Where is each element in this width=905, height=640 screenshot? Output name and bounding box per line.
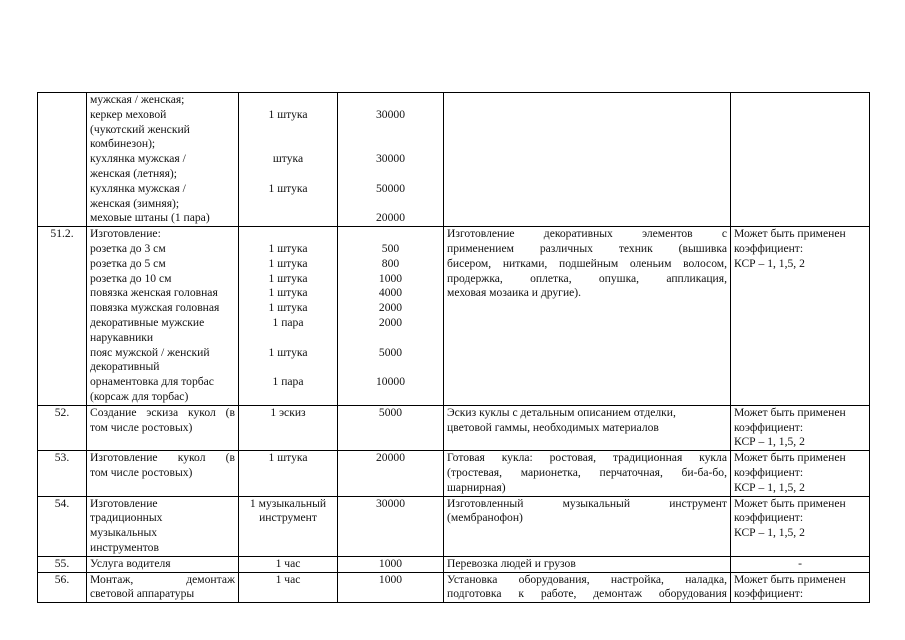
cell-line: Готовая кукла: ростовая, традиционная кукла	[447, 451, 727, 465]
cell-line: том числе ростовых)	[90, 465, 193, 479]
cell-line: 1 штука	[268, 286, 308, 300]
cell-line: КСР – 1, 1,5, 2	[734, 526, 805, 540]
cell-line: 55.	[54, 556, 70, 570]
cell-line: керкер меховой	[90, 107, 167, 121]
description-cell	[444, 451, 731, 496]
cell-line: (тростевая, марионетка, перчаточная, би-ба-бо,	[447, 465, 727, 479]
cell-line: розетка до 5 см	[90, 256, 166, 270]
cell-line: шарнирная)	[447, 480, 506, 494]
coefficient-cell	[731, 556, 870, 572]
cell-line: женская (летняя);	[90, 166, 177, 180]
table-row	[38, 405, 870, 450]
cell-line: комбинезон);	[90, 137, 156, 151]
cell-line: 1000	[378, 572, 403, 586]
cell-line: 1 пара	[272, 375, 304, 389]
cell-line	[341, 167, 440, 182]
cell-line: Изготовление	[90, 496, 158, 510]
cell-line: розетка до 10 см	[90, 271, 172, 285]
cell-line: 2000	[378, 315, 403, 329]
service-name-cell	[87, 556, 239, 572]
cell-line: 30000	[376, 496, 405, 510]
cell-line: 10000	[376, 375, 405, 389]
row-number-cell	[38, 572, 87, 603]
cell-line: коэффициент:	[734, 587, 804, 601]
price-cell	[338, 556, 444, 572]
description-cell	[444, 405, 731, 450]
cell-line: нарукавники	[90, 330, 154, 344]
service-name-cell	[87, 405, 239, 450]
cell-line: 30000	[376, 152, 405, 166]
cell-line: инструмент	[259, 511, 317, 525]
cell-line: коэффициент:	[734, 241, 804, 255]
coefficient-cell	[731, 572, 870, 603]
row-number-cell	[38, 227, 87, 406]
cell-line: мужская / женская;	[90, 93, 185, 106]
cell-line: продержка, оплетка, опушка, аппликация,	[447, 271, 727, 285]
table-body	[38, 93, 870, 603]
row-number-cell	[38, 556, 87, 572]
cell-line: 2000	[378, 301, 403, 315]
cell-line: (чукотский женский	[90, 122, 190, 136]
cell-line: Может быть применен	[734, 496, 846, 510]
coefficient-cell	[731, 93, 870, 227]
cell-line: 1 штука	[268, 241, 308, 255]
description-cell	[444, 93, 731, 227]
row-number-cell	[38, 93, 87, 227]
unit-cell	[239, 572, 338, 603]
row-number-cell	[38, 405, 87, 450]
cell-line	[242, 227, 334, 242]
cell-line: том числе ростовых)	[90, 420, 193, 434]
cell-line: (мембранофон)	[447, 511, 523, 525]
cell-line: 1 музыкальный	[249, 496, 327, 510]
cell-line: традиционных	[90, 511, 163, 525]
cell-line: 800	[381, 256, 400, 270]
cell-line: повязка женская головная	[90, 286, 218, 300]
cell-line: 1 штука	[268, 345, 308, 359]
cell-line	[341, 93, 440, 108]
cell-line	[242, 123, 334, 138]
coefficient-cell	[731, 496, 870, 556]
cell-line: пояс мужской / женский	[90, 345, 210, 359]
cell-line: Перевозка людей и грузов	[447, 556, 576, 570]
table-row	[38, 93, 870, 227]
cell-line: 5000	[378, 405, 403, 419]
cell-line: Может быть применен	[734, 572, 846, 586]
coefficient-cell	[731, 405, 870, 450]
cell-line	[242, 390, 334, 405]
cell-line: Изготовление кукол (в	[90, 451, 235, 465]
cell-line: Создание эскиза кукол (в	[90, 405, 235, 419]
price-cell	[338, 405, 444, 450]
cell-line	[341, 197, 440, 212]
service-name-cell	[87, 227, 239, 406]
price-cell	[338, 496, 444, 556]
cell-line: КСР – 1, 1,5, 2	[734, 256, 805, 270]
cell-line: 1 штука	[268, 451, 308, 465]
cell-line: декоративные мужские	[90, 315, 205, 329]
service-name-cell	[87, 496, 239, 556]
cell-line	[242, 211, 334, 226]
cell-line: кухлянка мужская /	[90, 181, 186, 195]
cell-line: розетка до 3 см	[90, 241, 166, 255]
cell-line: 54.	[54, 496, 70, 510]
unit-cell	[239, 405, 338, 450]
cell-line: 5000	[378, 345, 403, 359]
cell-line: 1 штука	[268, 271, 308, 285]
cell-line: штука	[272, 152, 304, 166]
cell-line: 1 эскиз	[270, 405, 306, 419]
cell-line: повязка мужская головная	[90, 301, 220, 315]
cell-line: 20000	[376, 211, 405, 225]
cell-line: 1000	[378, 556, 403, 570]
description-cell	[444, 556, 731, 572]
cell-line: 20000	[376, 451, 405, 465]
cell-line: КСР – 1, 1,5, 2	[734, 435, 805, 449]
cell-line: музыкальных	[90, 526, 158, 540]
cell-line: -	[798, 556, 802, 570]
cell-line: 52.	[54, 405, 70, 419]
cell-line: 50000	[376, 181, 405, 195]
cell-line	[242, 93, 334, 108]
table-row	[38, 572, 870, 603]
cell-line	[341, 137, 440, 152]
cell-line: 1 час	[275, 572, 301, 586]
cell-line: 1 час	[275, 556, 301, 570]
cell-line: инструментов	[90, 540, 159, 554]
description-cell	[444, 572, 731, 603]
cell-line: Услуга водителя	[90, 556, 171, 570]
cell-line: 1 штука	[268, 181, 308, 195]
price-cell	[338, 93, 444, 227]
cell-line	[242, 167, 334, 182]
cell-line: коэффициент:	[734, 511, 804, 525]
cell-line: 500	[381, 241, 400, 255]
cell-line: Эскиз куклы с детальным описанием отделки,	[447, 405, 676, 419]
cell-line: применением различных техник (вышивка	[447, 241, 727, 255]
cell-line: КСР – 1, 1,5, 2	[734, 480, 805, 494]
cell-line	[341, 331, 440, 346]
price-cell	[338, 451, 444, 496]
table-row	[38, 496, 870, 556]
cell-line: 51.2.	[50, 227, 74, 241]
unit-cell	[239, 496, 338, 556]
row-number-cell	[38, 496, 87, 556]
row-number-cell	[38, 451, 87, 496]
cell-line: коэффициент:	[734, 465, 804, 479]
cell-line: цветовой гаммы, необходимых материалов	[447, 420, 659, 434]
cell-line: коэффициент:	[734, 420, 804, 434]
cell-line: Установка оборудования, настройка, наладка,	[447, 572, 727, 586]
cell-line: Изготовление декоративных элементов с	[447, 227, 727, 241]
cell-line: Может быть применен	[734, 405, 846, 419]
cell-line	[341, 227, 440, 242]
cell-line: бисером, нитками, подшейным оленьим волосом,	[447, 256, 727, 270]
cell-line: 1 пара	[272, 315, 304, 329]
cell-line: женская (зимняя);	[90, 196, 180, 210]
cell-line	[242, 360, 334, 375]
description-cell	[444, 227, 731, 406]
cell-line: световой аппаратуры	[90, 587, 195, 601]
cell-line: 53.	[54, 451, 70, 465]
service-name-cell	[87, 93, 239, 227]
price-cell	[338, 572, 444, 603]
cell-line: 1 штука	[268, 301, 308, 315]
cell-line: Изготовление:	[90, 227, 161, 241]
cell-line	[341, 390, 440, 405]
table-row	[38, 451, 870, 496]
cell-line: 1 штука	[268, 256, 308, 270]
cell-line: кухлянка мужская /	[90, 152, 186, 166]
table-row	[38, 556, 870, 572]
price-cell	[338, 227, 444, 406]
cell-line: 1000	[378, 271, 403, 285]
cell-line: Может быть применен	[734, 227, 846, 241]
cell-line: меховая мозаика и другие).	[447, 286, 582, 300]
cell-line	[341, 123, 440, 138]
price-list-table	[37, 92, 870, 603]
cell-line: (корсаж для торбас)	[90, 389, 189, 403]
cell-line	[242, 331, 334, 346]
cell-line: 4000	[378, 286, 403, 300]
coefficient-cell	[731, 227, 870, 406]
cell-line: подготовка к работе, демонтаж оборудования	[447, 587, 727, 601]
cell-line	[242, 137, 334, 152]
cell-line: Изготовленный музыкальный инструмент	[447, 496, 727, 510]
cell-line	[341, 360, 440, 375]
unit-cell	[239, 451, 338, 496]
description-cell	[444, 496, 731, 556]
cell-line: меховые штаны (1 пара)	[90, 211, 210, 225]
coefficient-cell	[731, 451, 870, 496]
cell-line: декоративный	[90, 360, 160, 374]
service-name-cell	[87, 572, 239, 603]
unit-cell	[239, 556, 338, 572]
cell-line: 56.	[54, 572, 70, 586]
cell-line	[242, 197, 334, 212]
cell-line: 1 штука	[268, 107, 308, 121]
cell-line: Монтаж, демонтаж	[90, 572, 235, 586]
unit-cell	[239, 93, 338, 227]
service-name-cell	[87, 451, 239, 496]
cell-line: 30000	[376, 107, 405, 121]
cell-line: Может быть применен	[734, 451, 846, 465]
table-row	[38, 227, 870, 406]
unit-cell	[239, 227, 338, 406]
cell-line: орнаментовка для торбас	[90, 375, 214, 389]
cell-line	[41, 93, 83, 108]
